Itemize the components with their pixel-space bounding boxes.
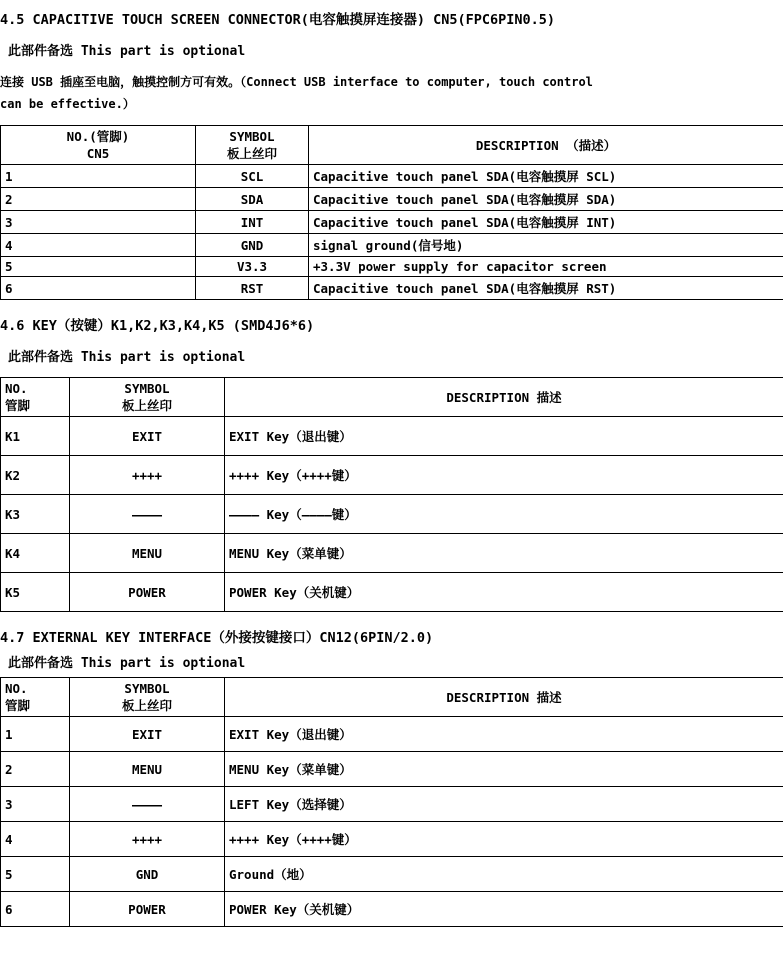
cell-symbol: GND bbox=[70, 857, 225, 892]
cell-symbol: EXIT bbox=[70, 417, 225, 456]
cell-symbol: V3.3 bbox=[196, 257, 309, 277]
table-header-row bbox=[1, 126, 783, 165]
cell-no: K3 bbox=[1, 495, 70, 534]
table-row bbox=[1, 277, 783, 300]
section-4-7-optional-note: 此部件备选 This part is optional bbox=[8, 656, 246, 671]
cell-no: 6 bbox=[1, 277, 196, 300]
cell-description: Capacitive touch panel SDA(电容触摸屏 INT) bbox=[309, 211, 783, 234]
table-row bbox=[1, 787, 783, 822]
cell-symbol: INT bbox=[196, 211, 309, 234]
cell-symbol: POWER bbox=[70, 573, 225, 612]
table-capacitive-touch-screen-connector bbox=[0, 125, 783, 300]
cell-description: EXIT Key（退出键） bbox=[225, 417, 783, 456]
cell-description: Ground（地） bbox=[225, 857, 783, 892]
section-4-6-title: 4.6 KEY（按键）K1,K2,K3,K4,K5 (SMD4J6*6) bbox=[0, 318, 315, 334]
cell-no: 3 bbox=[1, 211, 196, 234]
cell-no: 6 bbox=[1, 892, 70, 927]
header-no bbox=[1, 678, 70, 717]
header-no-line2: CN5 bbox=[86, 146, 110, 161]
section-4-5-optional-note: 此部件备选 This part is optional bbox=[8, 44, 246, 59]
header-symbol bbox=[70, 678, 225, 717]
cell-description: Capacitive touch panel SDA(电容触摸屏 SCL) bbox=[309, 165, 783, 188]
cell-no: 4 bbox=[1, 234, 196, 257]
header-no bbox=[1, 378, 70, 417]
section-4-7 bbox=[0, 612, 783, 927]
header-symbol-line2: 板上丝印 bbox=[121, 698, 172, 713]
cell-no: 1 bbox=[1, 165, 196, 188]
table-row bbox=[1, 892, 783, 927]
cell-no: 5 bbox=[1, 857, 70, 892]
cell-no: 2 bbox=[1, 752, 70, 787]
section-4-6-optional-note: 此部件备选 This part is optional bbox=[8, 350, 246, 365]
cell-description: signal ground(信号地) bbox=[309, 234, 783, 257]
table-row bbox=[1, 456, 783, 495]
cell-description: +3.3V power supply for capacitor screen bbox=[309, 257, 783, 277]
header-description: DESCRIPTION （描述） bbox=[309, 126, 783, 165]
header-symbol-line2: 板上丝印 bbox=[226, 146, 277, 161]
cell-symbol: RST bbox=[196, 277, 309, 300]
table-row bbox=[1, 257, 783, 277]
table-row bbox=[1, 857, 783, 892]
cell-description: POWER Key（关机键） bbox=[225, 892, 783, 927]
table-row bbox=[1, 573, 783, 612]
cell-symbol: POWER bbox=[70, 892, 225, 927]
cell-description: ++++ Key（++++键） bbox=[225, 822, 783, 857]
table-row bbox=[1, 165, 783, 188]
cell-description: Capacitive touch panel SDA(电容触摸屏 SDA) bbox=[309, 188, 783, 211]
table-row bbox=[1, 188, 783, 211]
cell-no: 5 bbox=[1, 257, 196, 277]
cell-symbol: ———— bbox=[70, 787, 225, 822]
table-row bbox=[1, 495, 783, 534]
header-symbol bbox=[70, 378, 225, 417]
cell-no: K5 bbox=[1, 573, 70, 612]
cell-description: Capacitive touch panel SDA(电容触摸屏 RST) bbox=[309, 277, 783, 300]
table-row bbox=[1, 211, 783, 234]
table-row bbox=[1, 717, 783, 752]
table-row bbox=[1, 752, 783, 787]
header-no-line1: NO.(管脚) bbox=[66, 129, 130, 144]
section-4-6 bbox=[0, 300, 783, 612]
table-key bbox=[0, 377, 783, 612]
header-symbol-line1: SYMBOL bbox=[124, 681, 170, 696]
header-symbol-line1: SYMBOL bbox=[124, 381, 170, 396]
cell-symbol: GND bbox=[196, 234, 309, 257]
table-header-row bbox=[1, 378, 783, 417]
table-header-row bbox=[1, 678, 783, 717]
cell-description: LEFT Key（选择键） bbox=[225, 787, 783, 822]
header-description: DESCRIPTION 描述 bbox=[225, 678, 783, 717]
table-row bbox=[1, 534, 783, 573]
table-row bbox=[1, 822, 783, 857]
section-4-5-title: 4.5 CAPACITIVE TOUCH SCREEN CONNECTOR(电容触摸屏连接器) CN5(FPC6PIN0.5) bbox=[0, 12, 556, 28]
cell-description: MENU Key（菜单键） bbox=[225, 534, 783, 573]
header-symbol-line2: 板上丝印 bbox=[121, 398, 172, 413]
header-no-line1: NO. bbox=[5, 381, 28, 396]
cell-symbol: MENU bbox=[70, 534, 225, 573]
cell-symbol: MENU bbox=[70, 752, 225, 787]
header-no bbox=[1, 126, 196, 165]
cell-symbol: ++++ bbox=[70, 822, 225, 857]
header-symbol bbox=[196, 126, 309, 165]
cell-symbol: SDA bbox=[196, 188, 309, 211]
header-description: DESCRIPTION 描述 bbox=[225, 378, 783, 417]
section-4-5-paragraph-line2: can be effective.） bbox=[0, 97, 135, 111]
table-external-key-interface bbox=[0, 677, 783, 927]
header-no-line2: 管脚 bbox=[5, 698, 31, 713]
cell-description: MENU Key（菜单键） bbox=[225, 752, 783, 787]
cell-no: 4 bbox=[1, 822, 70, 857]
cell-symbol: ++++ bbox=[70, 456, 225, 495]
cell-description: EXIT Key（退出键） bbox=[225, 717, 783, 752]
section-4-7-title: 4.7 EXTERNAL KEY INTERFACE（外接按键接口）CN12(6PIN/2.0) bbox=[0, 630, 434, 646]
header-no-line2: 管脚 bbox=[5, 398, 31, 413]
header-symbol-line1: SYMBOL bbox=[229, 129, 275, 144]
cell-no: 2 bbox=[1, 188, 196, 211]
table-row bbox=[1, 417, 783, 456]
cell-symbol: SCL bbox=[196, 165, 309, 188]
header-no-line1: NO. bbox=[5, 681, 28, 696]
cell-symbol: EXIT bbox=[70, 717, 225, 752]
table-row bbox=[1, 234, 783, 257]
cell-no: 3 bbox=[1, 787, 70, 822]
cell-no: K1 bbox=[1, 417, 70, 456]
cell-no: 1 bbox=[1, 717, 70, 752]
section-4-5 bbox=[0, 0, 783, 300]
cell-description: POWER Key（关机键） bbox=[225, 573, 783, 612]
cell-description: ++++ Key（++++键） bbox=[225, 456, 783, 495]
cell-symbol: ———— bbox=[70, 495, 225, 534]
cell-no: K2 bbox=[1, 456, 70, 495]
section-4-5-paragraph-line1: 连接 USB 插座至电脑，触摸控制方可有效。（Connect USB interface to computer, touch control bbox=[0, 75, 593, 89]
cell-no: K4 bbox=[1, 534, 70, 573]
cell-description: ———— Key（————键） bbox=[225, 495, 783, 534]
